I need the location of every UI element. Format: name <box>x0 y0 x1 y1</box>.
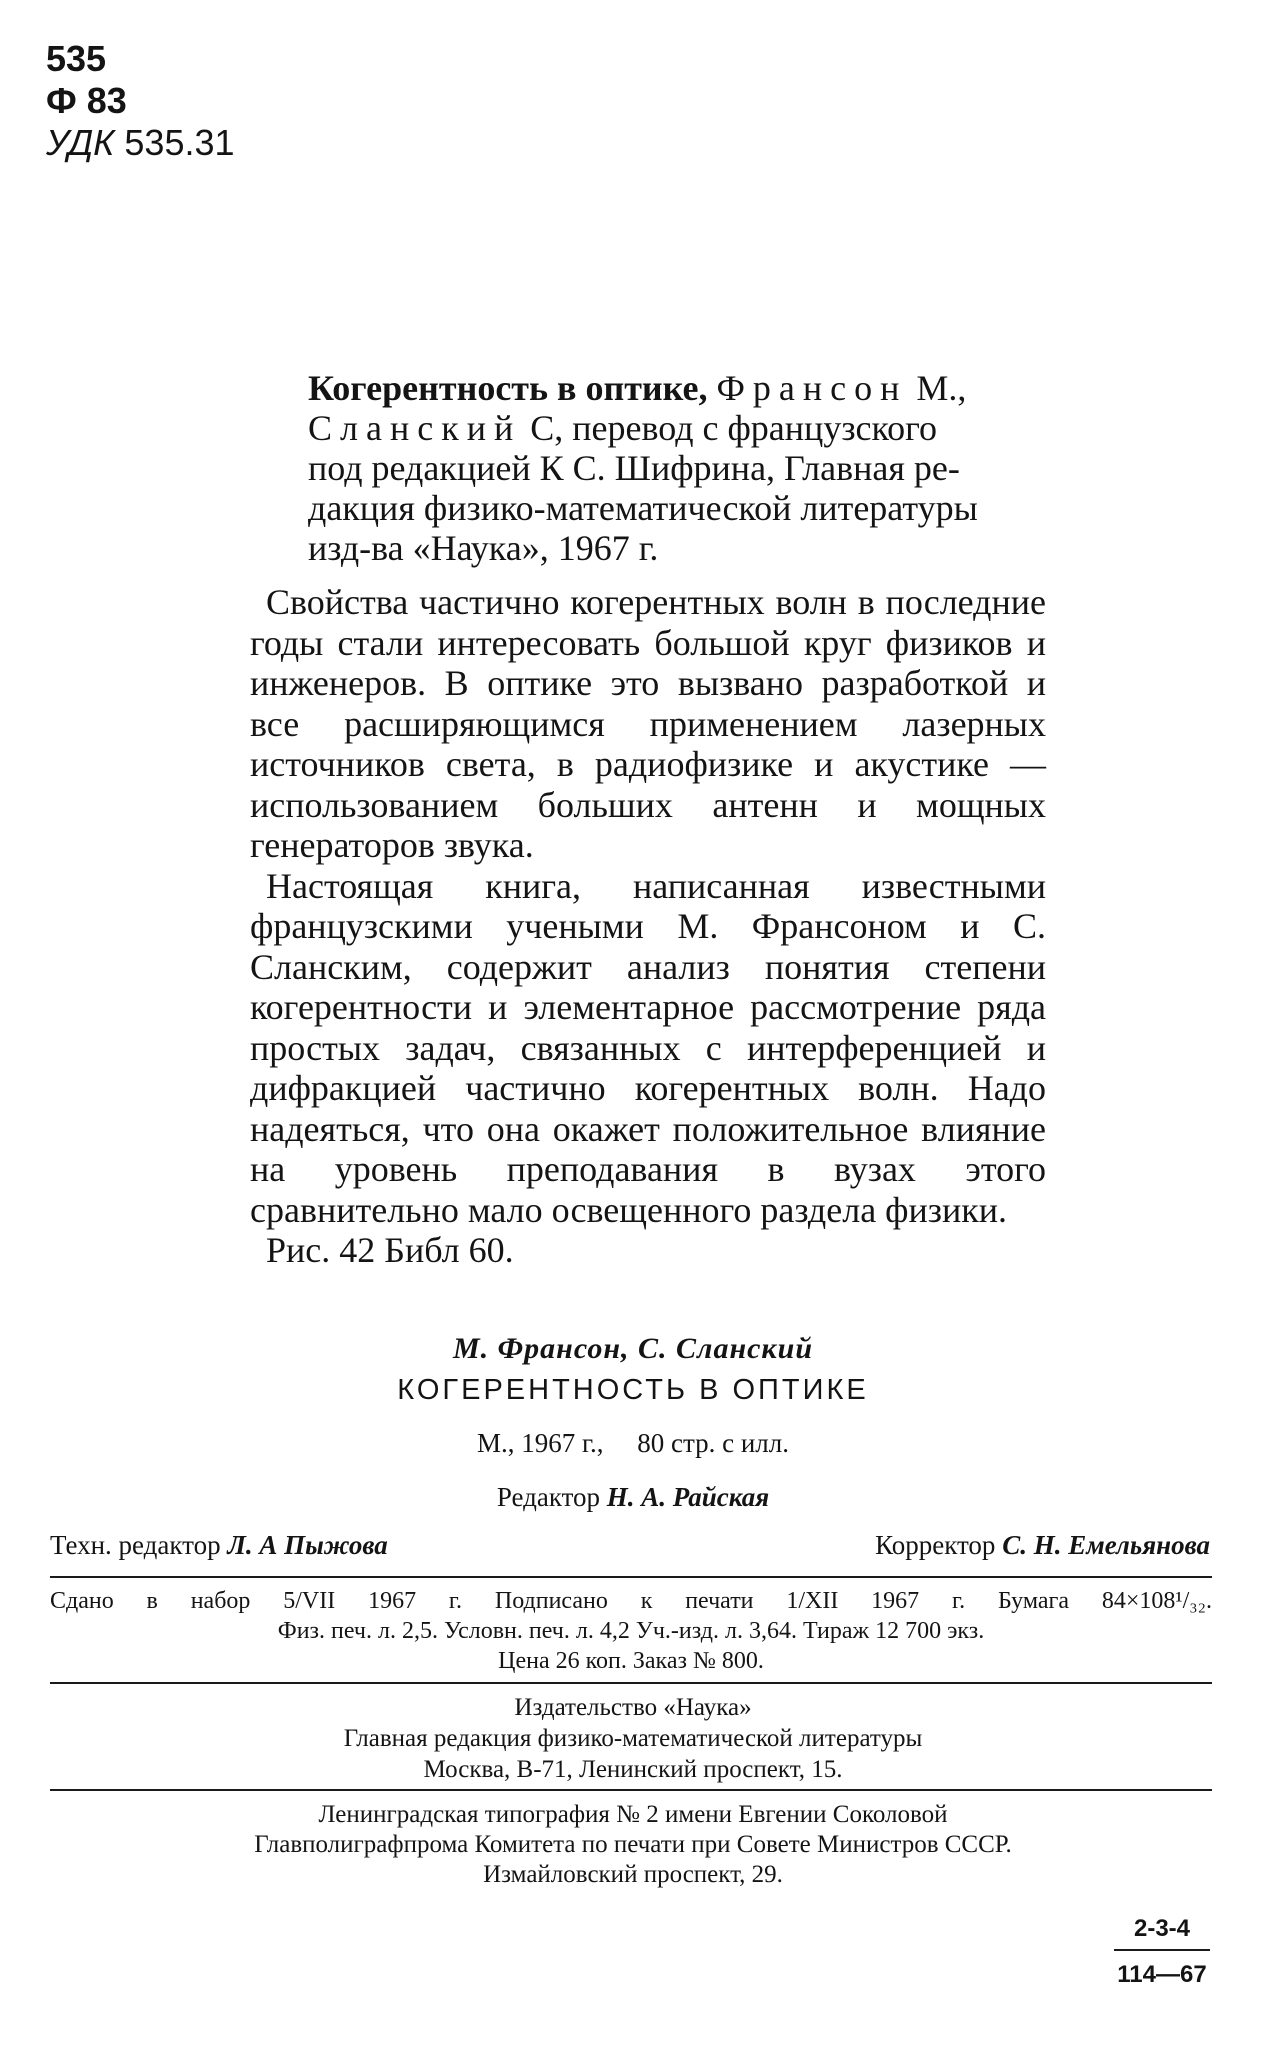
printer-line-3: Измайловский проспект, 29. <box>483 1861 783 1888</box>
annotation-line-3: под редакцией К С. Шифрина, Главная ре- <box>308 448 960 488</box>
editor-label: Редактор <box>496 1482 601 1512</box>
abstract-paragraph-2: Настоящая книга, написанная известными французскими учеными М. Франсоном и С. Сланским, содержит анализ понятия степени когерентности и элементарное рассмотрение ряда простых задач, связанных с интерференцией и дифракцией частично когерентных волн. Надо надеяться, что она окажет положительное влияние на уровень преподавания в вузах этого сравнительно мало освещенного раздела физики. <box>250 865 1046 1230</box>
tech-editor-label: Техн. редактор <box>50 1530 221 1560</box>
annotation-author-1: Франсон <box>716 368 908 408</box>
annotation-line-1 <box>308 368 1044 408</box>
imprint-title: КОГЕРЕНТНОСТЬ В ОПТИКЕ <box>397 1374 869 1406</box>
imprint-authors: М. Франсон, С. Сланский <box>452 1332 814 1365</box>
abstract-paragraph-1: Свойства частично когерентных волн в последние годы стали интересовать большой круг физиков и инженеров. В оптике это вызвано разработкой и все расширяющимся применением лазерных источников света, в радиофизике и акустике — использованием больших антенн и мощных генераторов звука. <box>250 582 1046 865</box>
annotation-author-1-initial: М., <box>916 368 967 408</box>
divider-rule-3 <box>50 1789 1212 1791</box>
publisher-line-1: Издательство «Наука» <box>514 1694 752 1721</box>
annotation-translation: перевод с французского <box>572 408 938 448</box>
tech-editor-name: Л. А Пыжова <box>227 1530 388 1560</box>
publisher-block <box>0 1692 1266 1785</box>
print-data <box>50 1586 1212 1676</box>
bibliographic-annotation <box>308 368 1044 568</box>
print-data-line-2: Физ. печ. л. 2,5. Условн. печ. л. 4,2 Уч.-изд. л. 3,64. Тираж 12 700 экз. <box>277 1618 985 1644</box>
divider-rule-2 <box>50 1682 1212 1684</box>
printer-line-2: Главполиграфпрома Комитета по печати при Совете Министров СССР. <box>254 1831 1012 1858</box>
editor-name: Н. А. Райская <box>606 1482 770 1512</box>
publisher-line-2: Главная редакция физико-математической литературы <box>343 1725 923 1752</box>
figures-bibliography-count: Рис. 42 Библ 60. <box>266 1230 514 1270</box>
annotation-author-2: Сланский <box>308 408 522 448</box>
classification-block <box>46 38 235 164</box>
annotation-title: Когерентность в оптике, <box>308 368 708 408</box>
udk-value: 535.31 <box>124 122 235 163</box>
imprint-publication-line <box>0 1428 1266 1459</box>
print-data-line-3: Цена 26 коп. Заказ № 800. <box>498 1648 764 1674</box>
publisher-line-3: Москва, В-71, Ленинский проспект, 15. <box>423 1756 843 1783</box>
corrector-label: Корректор <box>875 1530 996 1560</box>
imprint-editor <box>0 1482 1266 1513</box>
divider-rule-1 <box>50 1576 1212 1578</box>
abstract <box>250 582 1046 1271</box>
catalog-code-bottom: 114—67 <box>1117 1961 1207 1988</box>
imprint-pages: 80 стр. с илл. <box>637 1428 790 1458</box>
annotation-line-5: изд-ва «Наука», 1967 г. <box>308 528 659 568</box>
annotation-line-4: дакция физико-математической литературы <box>308 488 978 528</box>
author-mark: Ф 83 <box>46 80 127 121</box>
udk-line <box>46 122 235 164</box>
printer-block <box>0 1800 1266 1890</box>
corrector <box>875 1530 1210 1561</box>
annotation-author-2-initial: С, <box>530 408 564 448</box>
udk-label: УДК <box>46 122 115 163</box>
imprint-place-year: М., 1967 г., <box>476 1428 604 1458</box>
tech-editor <box>50 1530 388 1561</box>
bbk-index: 535 <box>46 38 107 79</box>
printer-line-1: Ленинградская типография № 2 имени Евгении Соколовой <box>318 1801 948 1828</box>
annotation-line-2 <box>308 408 1044 448</box>
corrector-name: С. Н. Емельянова <box>1002 1530 1210 1560</box>
print-data-line-1: Сдано в набор 5/VII 1967 г. Подписано к печати 1/XII 1967 г. Бумага 84×108¹/₃₂. <box>50 1588 1212 1614</box>
catalog-codes <box>1114 1915 1210 1989</box>
catalog-code-top: 2-3-4 <box>1114 1915 1210 1951</box>
